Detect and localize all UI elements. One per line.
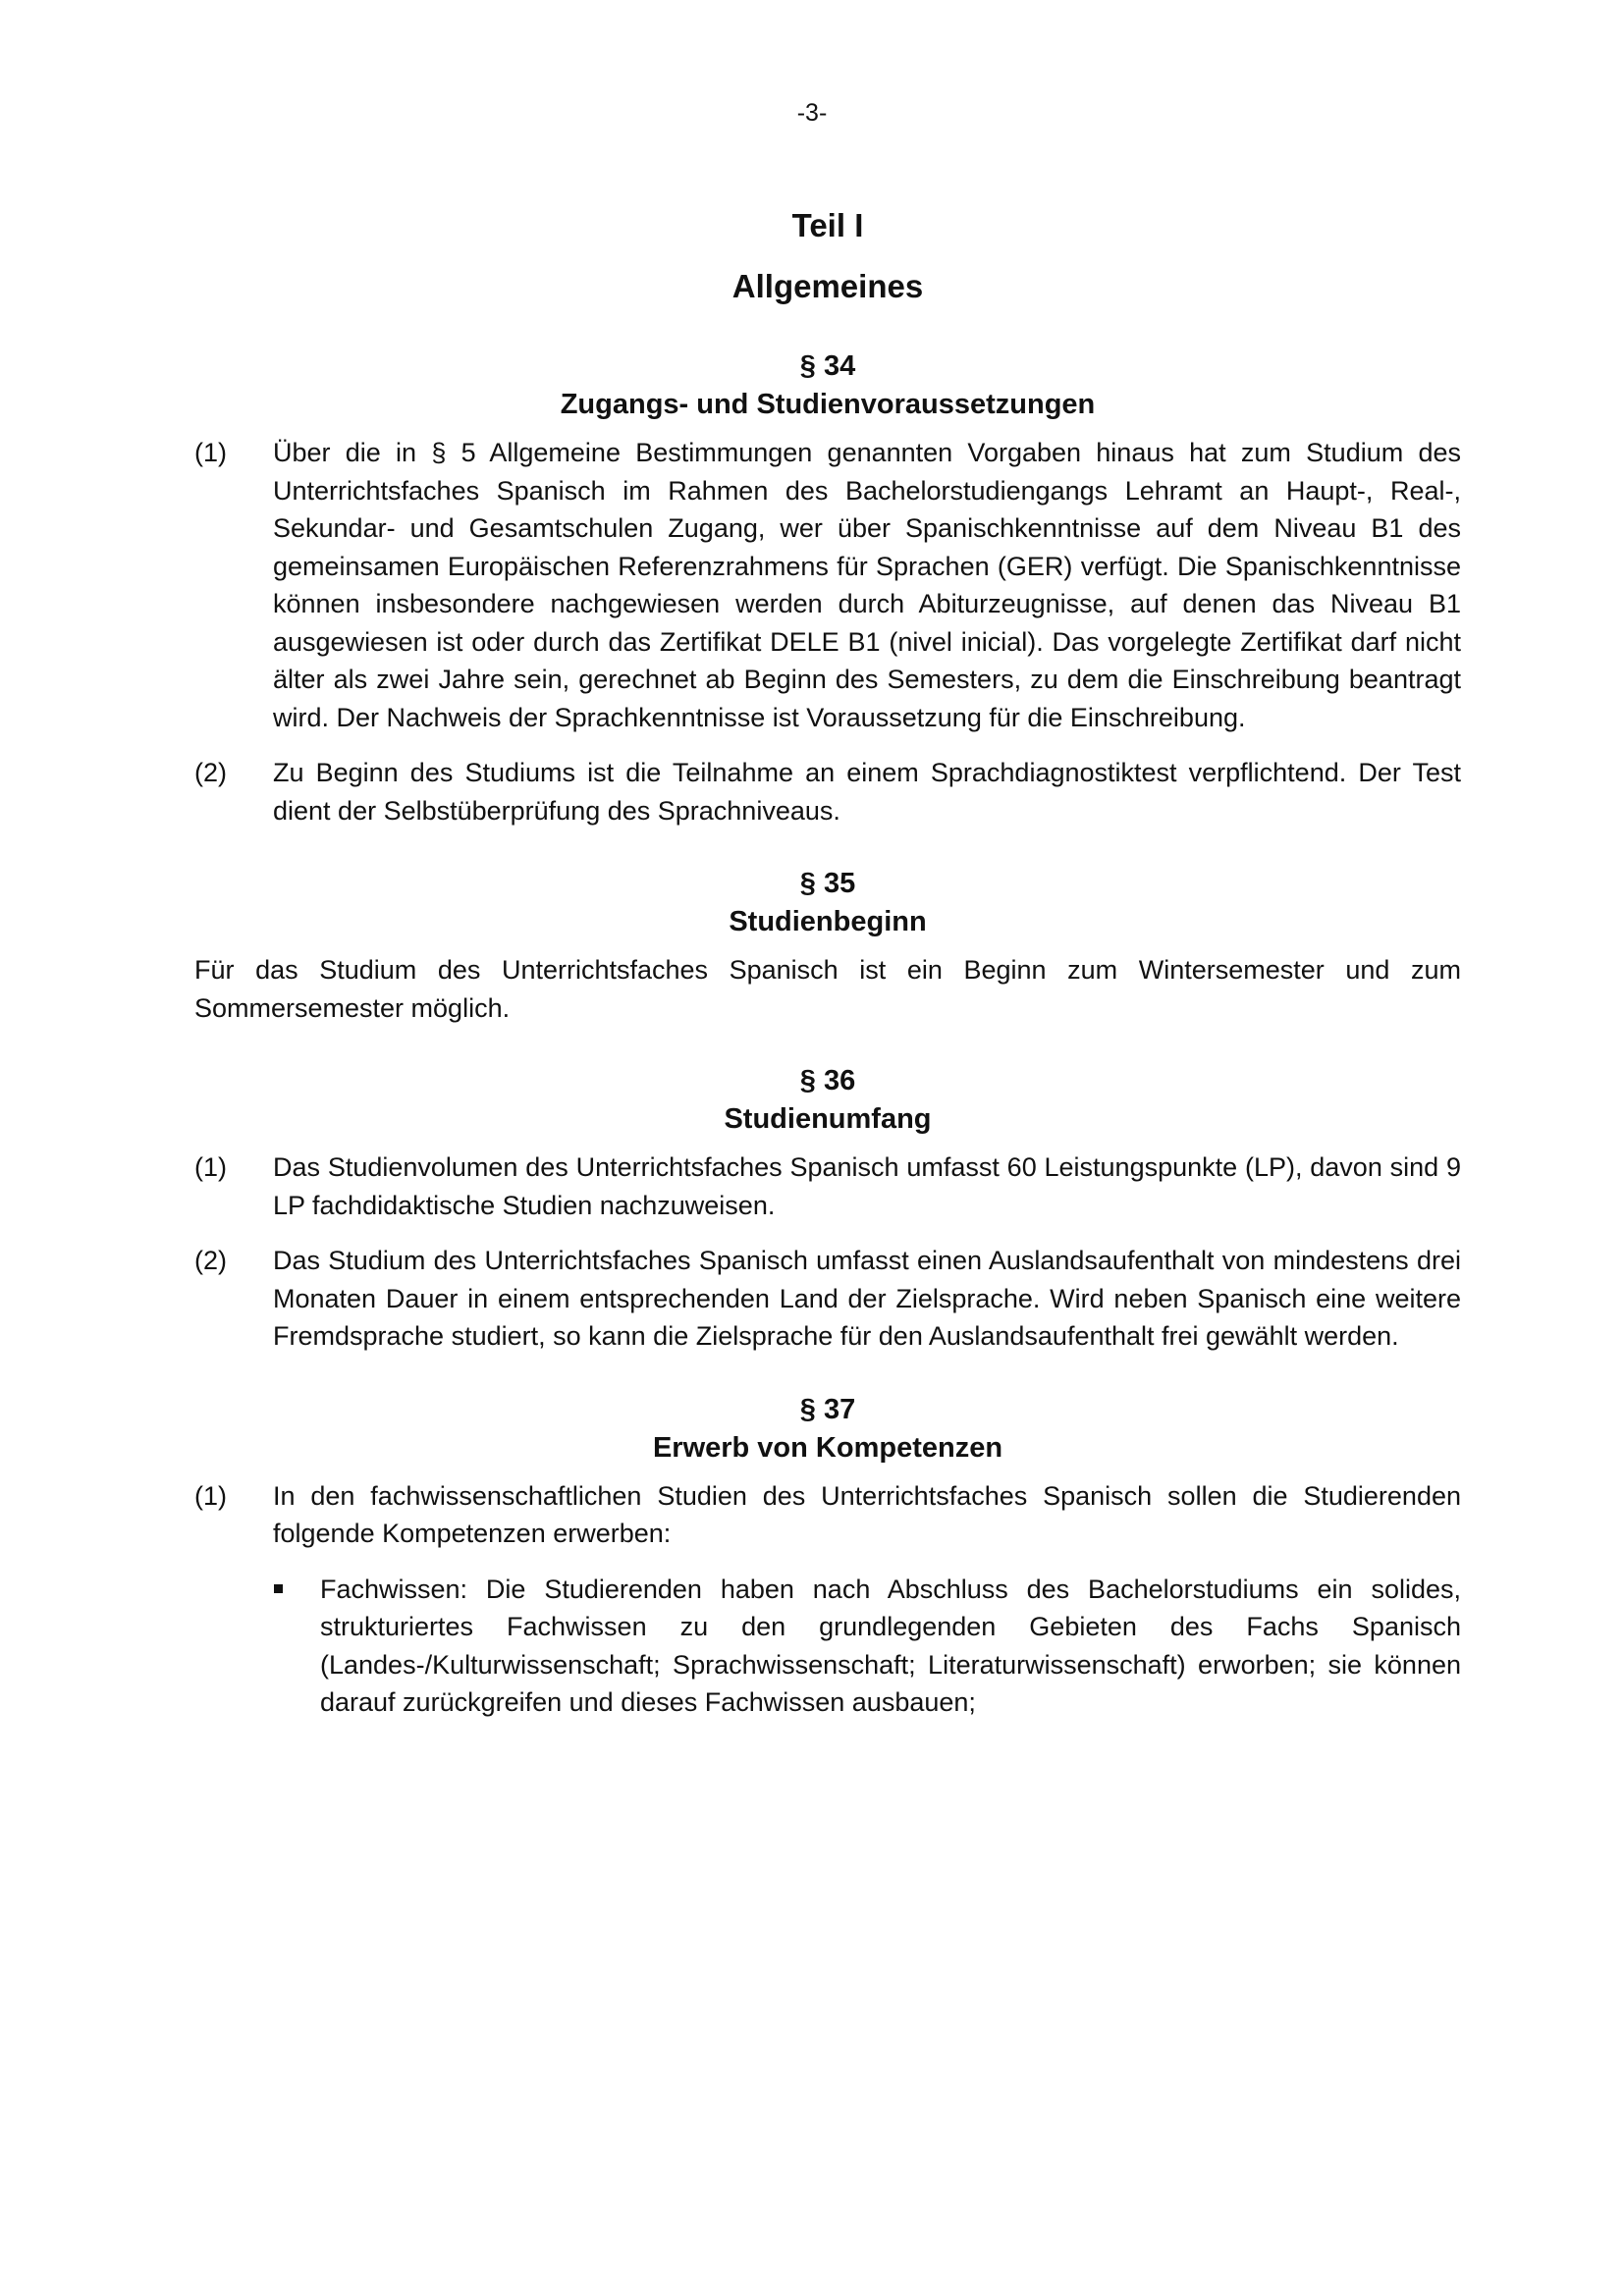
paragraph-text: Über die in § 5 Allgemeine Bestimmungen genannten Vorgaben hinaus hat zum Studium des Unterrichtsfaches Spanisch im Rahmen des Bachelorstudiengangs Lehramt an Haupt-, Real-, Sekundar- und Gesamtschulen Zugang, wer über Spanischkenntnisse auf dem Niveau B1 des gemeinsamen Europäischen Referenzrahmens für Sprachen (GER) verfügt. Die Spanischkenntnisse können insbesondere nachgewiesen werden durch Abiturzeugnisse, auf denen das Niveau B1 ausgewiesen ist oder durch das Zertifikat DELE B1 (nivel inicial). Das vorgelegte Zertifikat darf nicht älter als zwei Jahre sein, gerechnet ab Beginn des Semesters, zu dem die Einschreibung beantragt wird. Der Nachweis der Sprachkenntnisse ist Voraussetzung für die Einschreibung.	[273, 438, 1461, 732]
paragraph-number: (2)	[194, 1246, 227, 1275]
page-number: -3-	[796, 99, 828, 127]
part-heading	[194, 204, 1461, 308]
section-number: § 34	[799, 350, 856, 382]
section-body	[194, 1477, 1461, 1722]
page-content	[194, 204, 1461, 1722]
paragraph-number: (1)	[194, 438, 227, 467]
section-body	[194, 1148, 1461, 1356]
paragraph	[194, 754, 1461, 829]
paragraph-text: In den fachwissenschaftlichen Studien des Unterrichtsfaches Spanisch sollen die Studierenden folgende Kompetenzen erwerben:	[273, 1480, 1461, 1548]
section-body	[194, 434, 1461, 829]
paragraph-number: (1)	[194, 1152, 227, 1182]
paragraph-text: Zu Beginn des Studiums ist die Teilnahme an einem Sprachdiagnostiktest verpflichtend. Der Test dient der Selbstüberprüfung des Sprachniveaus.	[273, 758, 1461, 826]
part-subtitle: Allgemeines	[731, 268, 924, 304]
paragraph-number: (1)	[194, 1480, 227, 1511]
paragraph-text: Für das Studium des Unterrichtsfaches Spanisch ist ein Beginn zum Wintersemester und zum Sommersemester möglich.	[194, 955, 1461, 1023]
section-number: § 35	[799, 868, 856, 899]
paragraph	[194, 1148, 1461, 1224]
paragraph-text: Das Studium des Unterrichtsfaches Spanisch umfasst einen Auslandsaufenthalt von mindestens drei Monaten Dauer in einem entsprechenden Land der Zielsprache. Wird neben Spanisch eine weitere Fremdsprache studiert, so kann die Zielsprache für den Auslandsaufenthalt frei gewählt werden.	[273, 1246, 1461, 1351]
section-title: Zugangs- und Studienvoraussetzungen	[560, 389, 1096, 420]
part-title: Teil I	[791, 207, 864, 243]
paragraph-text: Das Studienvolumen des Unterrichtsfaches Spanisch umfasst 60 Leistungspunkte (LP), davon sind 9 LP fachdidaktische Studien nachzuweisen.	[273, 1152, 1461, 1220]
section-34	[194, 347, 1461, 829]
paragraph	[194, 434, 1461, 736]
bullet-text: Fachwissen: Die Studierenden haben nach Abschluss des Bachelorstudiums ein solides, strukturiertes Fachwissen zu den grundlegenden Gebieten des Fachs Spanisch (Landes-/Kulturwissenschaft; Sprachwissenschaft; Literaturwissenschaft) erworben; sie können darauf zurückgreifen und dieses Fachwissen ausbauen;	[320, 1574, 1461, 1717]
bullet-item	[273, 1571, 1461, 1722]
square-bullet-icon	[273, 1571, 320, 1722]
paragraph	[194, 1477, 1461, 1553]
section-title: Erwerb von Kompetenzen	[652, 1431, 1003, 1464]
section-number: § 36	[799, 1065, 856, 1096]
paragraph-number: (2)	[194, 758, 227, 787]
section-title: Studienumfang	[724, 1103, 932, 1135]
paragraph	[194, 1242, 1461, 1356]
section-title: Studienbeginn	[729, 906, 927, 937]
section-37	[194, 1391, 1461, 1722]
section-number: § 37	[799, 1393, 856, 1425]
section-36	[194, 1062, 1461, 1356]
section-body	[194, 951, 1461, 1027]
section-35	[194, 865, 1461, 1027]
